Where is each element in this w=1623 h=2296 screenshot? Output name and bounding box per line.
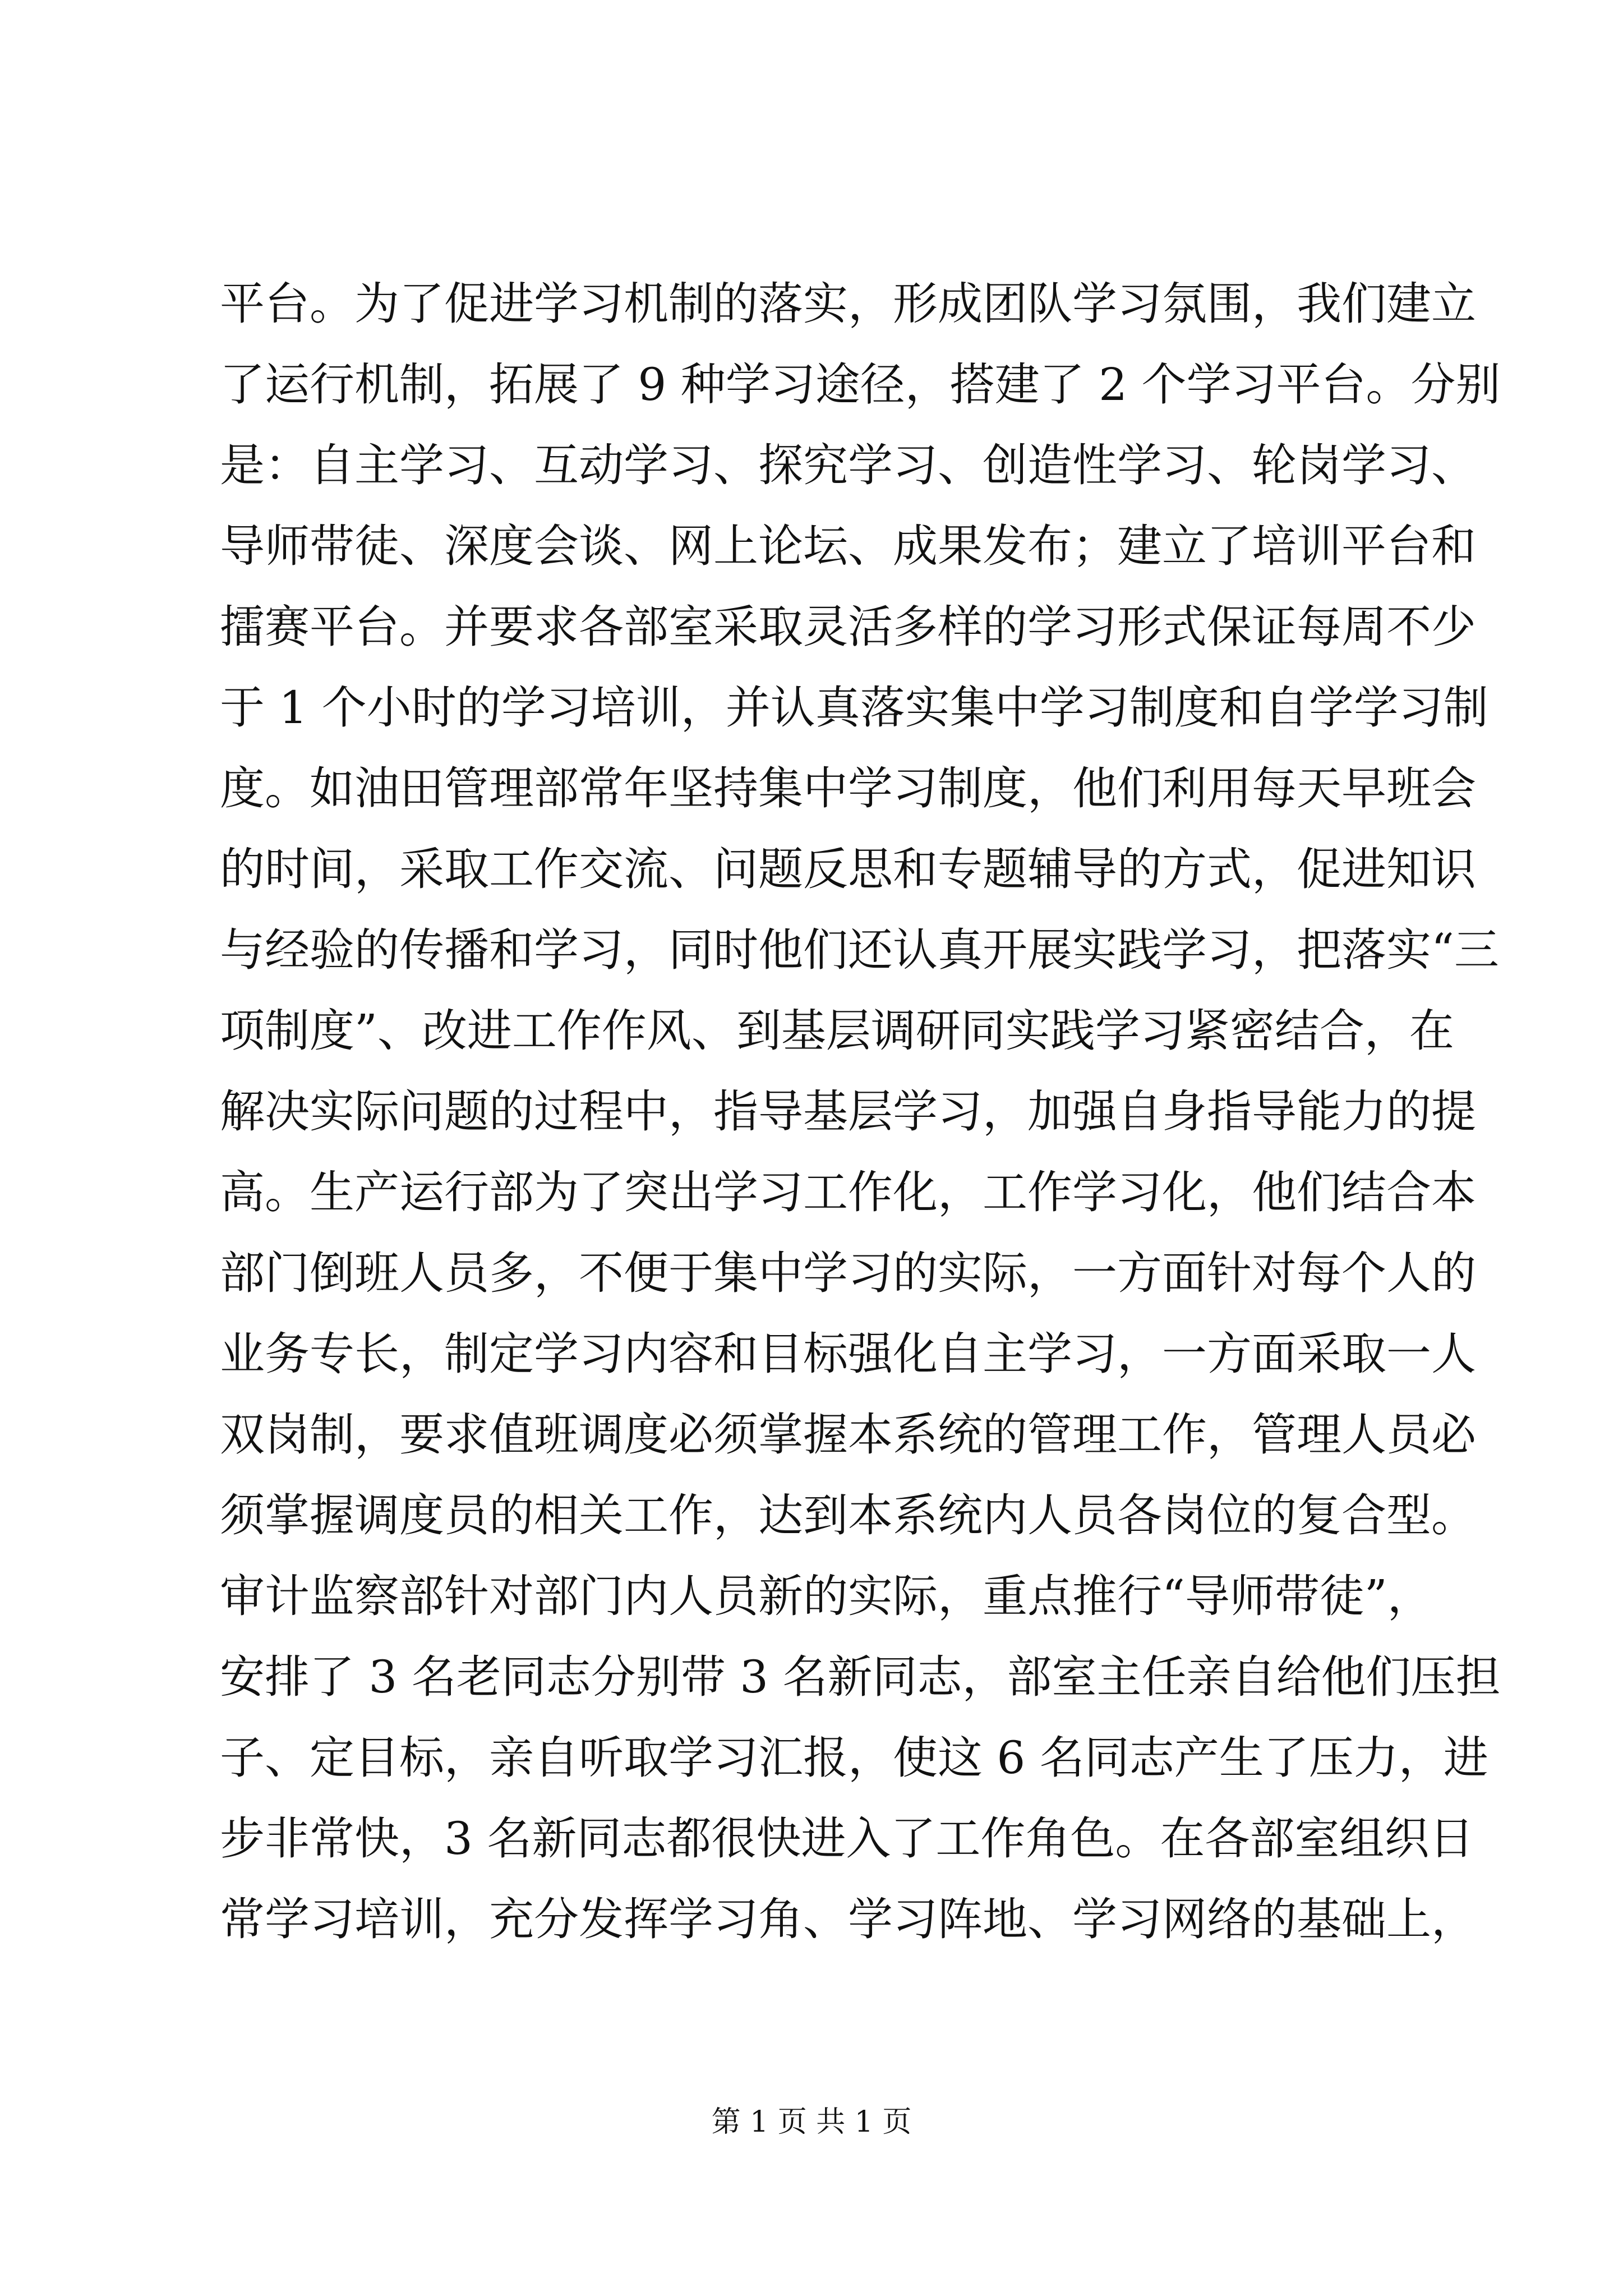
text-line: 是：自主学习、互动学习、探究学习、创造性学习、轮岗学习、 (220, 439, 1476, 491)
text-line: 的时间，采取工作交流、问题反思和专题辅导的方式，促进知识 (220, 843, 1476, 895)
text-line: 平台。为了促进学习机制的落实，形成团队学习氛围，我们建立 (220, 278, 1476, 330)
text-line: 双岗制，要求值班调度必须掌握本系统的管理工作，管理人员必 (220, 1409, 1476, 1461)
text-line: 导师带徒、深度会谈、网上论坛、成果发布；建立了培训平台和 (220, 520, 1476, 572)
text-line: 了运行机制，拓展了 9 种学习途径，搭建了 2 个学习平台。分别 (220, 358, 1501, 411)
page-footer (0, 2098, 1623, 2140)
text-line: 高。生产运行部为了突出学习工作化，工作学习化，他们结合本 (220, 1166, 1476, 1218)
text-line: 于 1 个小时的学习培训，并认真落实集中学习制度和自学学习制 (220, 682, 1488, 734)
text-line: 安排了 3 名老同志分别带 3 名新同志，部室主任亲自给他们压担 (220, 1651, 1501, 1703)
text-line: 步非常快，3 名新同志都很快进入了工作角色。在各部室组织日 (220, 1812, 1474, 1865)
text-line: 与经验的传播和学习，同时他们还认真开展实践学习，把落实“三 (220, 924, 1499, 976)
text-line: 擂赛平台。并要求各部室采取灵活多样的学习形式保证每周不少 (220, 601, 1476, 653)
text-line: 部门倒班人员多，不便于集中学习的实际，一方面针对每个人的 (220, 1247, 1476, 1299)
text-line: 须掌握调度员的相关工作，达到本系统内人员各岗位的复合型。 (220, 1489, 1476, 1542)
text-line: 解决实际问题的过程中，指导基层学习，加强自身指导能力的提 (220, 1085, 1476, 1138)
text-line: 项制度”、改进工作作风、到基层调研同实践学习紧密结合，在 (220, 1005, 1454, 1057)
text-line: 常学习培训，充分发挥学习角、学习阵地、学习网络的基础上， (220, 1893, 1476, 1945)
text-line: 业务专长，制定学习内容和目标强化自主学习，一方面采取一人 (220, 1328, 1476, 1380)
body-paragraph (220, 264, 1501, 1960)
text-line: 子、定目标，亲自听取学习汇报，使这 6 名同志产生了压力，进 (220, 1732, 1488, 1784)
text-line: 审计监察部针对部门内人员新的实际，重点推行“导师带徒”， (220, 1570, 1432, 1622)
page-number: 第 1 页 共 1 页 (711, 2105, 912, 2139)
text-line: 度。如油田管理部常年坚持集中学习制度，他们利用每天早班会 (220, 762, 1476, 815)
